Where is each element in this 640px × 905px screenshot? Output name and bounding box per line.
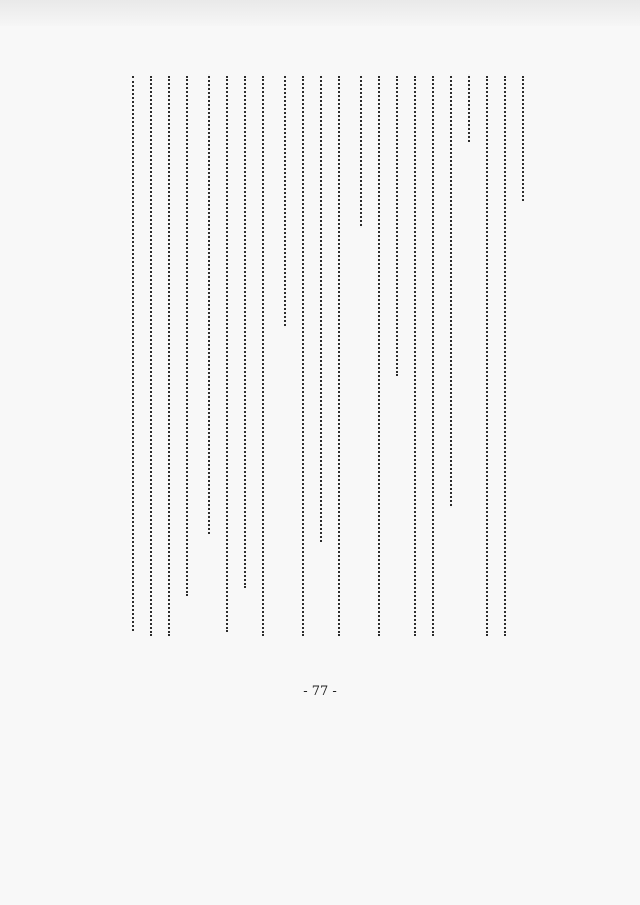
text-column: [302, 76, 306, 636]
text-column: [208, 76, 212, 534]
text-column: [186, 76, 190, 596]
mongolian-text-block: [128, 76, 538, 636]
text-column: [338, 76, 342, 636]
text-column: [150, 76, 154, 636]
text-column: [262, 76, 266, 636]
text-column: [522, 76, 526, 201]
text-column: [244, 76, 248, 588]
text-column: [226, 76, 230, 632]
text-column: [284, 76, 288, 326]
text-column: [468, 76, 472, 142]
text-column: [360, 76, 364, 226]
text-column: [378, 76, 382, 636]
text-column: [504, 76, 508, 636]
text-column: [432, 76, 436, 636]
text-column: [132, 76, 136, 631]
text-column: [486, 76, 490, 636]
page-number: - 77 -: [303, 684, 337, 699]
text-column: [168, 76, 172, 636]
text-column: [396, 76, 400, 376]
text-column: [320, 76, 324, 542]
text-column: [414, 76, 418, 636]
text-column: [450, 76, 454, 506]
scan-top-band: [0, 0, 640, 26]
